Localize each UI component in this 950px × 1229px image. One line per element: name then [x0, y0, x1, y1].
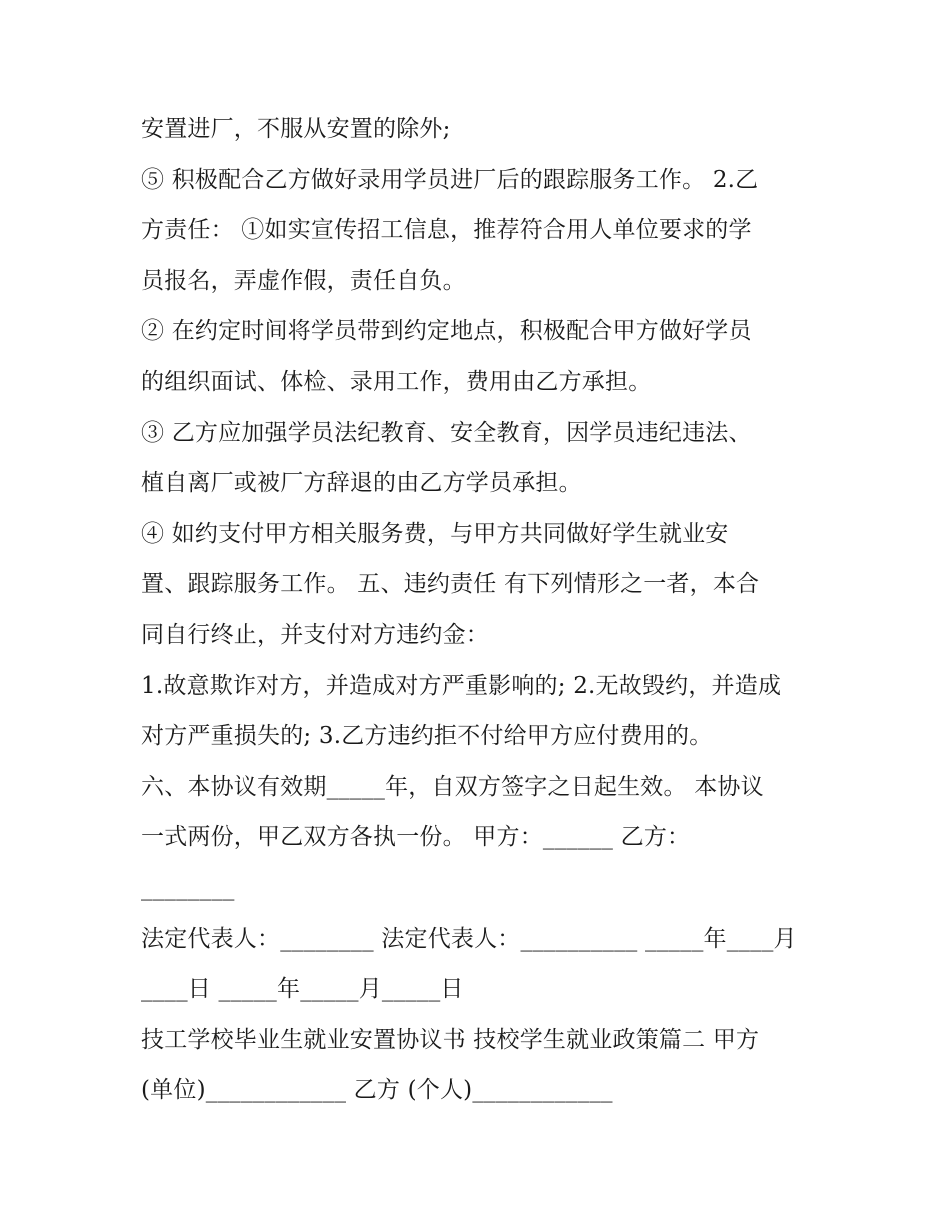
text-line: 六、本协议有效期_____年，自双方签字之日起生效。 本协议: [141, 773, 764, 800]
text-line: ________: [141, 874, 235, 901]
text-line: 的组织面试、体检、录用工作，费用由乙方承担。: [141, 368, 652, 395]
text-line: 同自行终止，并支付对方违约金：: [141, 621, 489, 648]
text-line: 技工学校毕业生就业安置协议书 技校学生就业政策篇二 甲方: [141, 1026, 760, 1053]
text-line: 方责任： ①如实宣传招工信息，推荐符合用人单位要求的学: [141, 217, 752, 244]
text-line: 对方严重损失的; 3.乙方违约拒不付给甲方应付费用的。: [141, 723, 713, 750]
text-line: ____日 _____年_____月_____日: [141, 976, 464, 1003]
text-line: 置、跟踪服务工作。 五、违约责任 有下列情形之一者，本合: [141, 571, 760, 598]
text-line: (单位)____________ 乙方 (个人)____________: [141, 1077, 613, 1104]
text-line: 安置进厂，不服从安置的除外;: [141, 116, 451, 142]
text-line: 植自离厂或被厂方辞退的由乙方学员承担。: [141, 470, 582, 497]
text-line: 法定代表人：________ 法定代表人：__________ _____年____月: [141, 925, 797, 952]
text-line: ④ 如约支付甲方相关服务费，与甲方共同做好学生就业安: [141, 520, 729, 547]
text-line: 一式两份，甲乙双方各执一份。 甲方：______ 乙方：: [141, 824, 691, 851]
text-line: 1.故意欺诈对方，并造成对方严重影响的; 2.无故毁约，并造成: [141, 672, 782, 699]
text-line: ② 在约定时间将学员带到约定地点，积极配合甲方做好学员: [141, 318, 752, 345]
text-line: ③ 乙方应加强学员法纪教育、安全教育，因学员违纪违法、: [141, 419, 752, 446]
text-line: ⑤ 积极配合乙方做好录用学员进厂后的跟踪服务工作。 2.乙: [141, 166, 759, 193]
document-body: [141, 104, 821, 1116]
text-line: 员报名，弄虚作假，责任自负。: [141, 267, 466, 294]
